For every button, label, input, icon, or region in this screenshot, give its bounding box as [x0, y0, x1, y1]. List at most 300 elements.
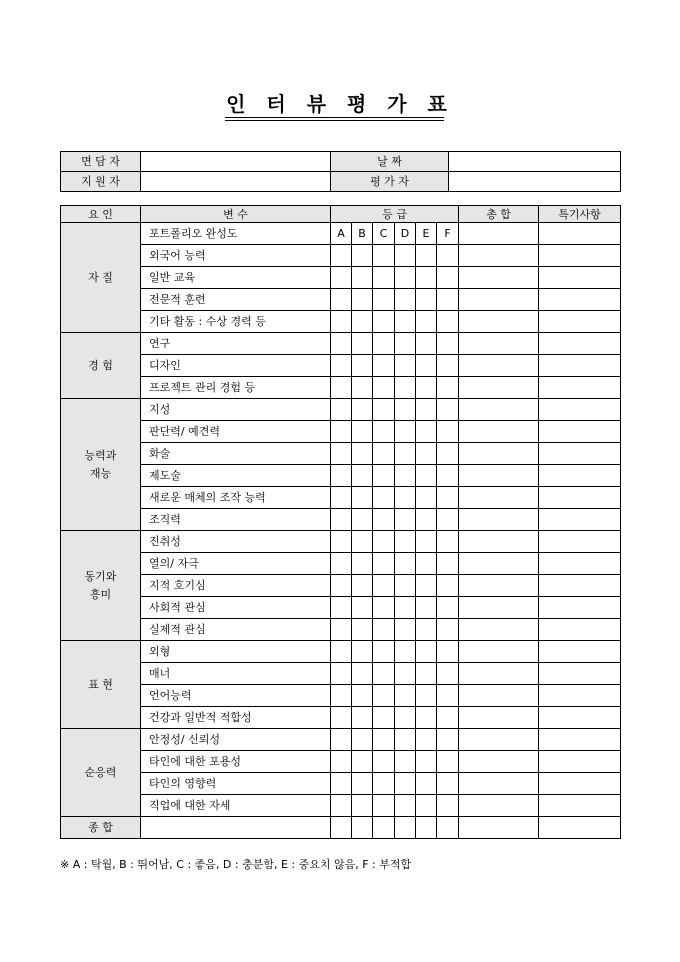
grade-cell[interactable] [437, 267, 459, 289]
title-underline-1 [225, 117, 444, 118]
total-cell[interactable] [459, 685, 539, 707]
grade-cell[interactable] [416, 553, 437, 575]
sum-grade-cell[interactable] [352, 817, 373, 839]
total-cell[interactable] [459, 311, 539, 333]
grade-cell[interactable] [331, 707, 352, 729]
table-row [61, 729, 621, 751]
remarks-cell[interactable] [539, 597, 621, 619]
variable-label: 진취성 [141, 531, 331, 553]
remarks-cell[interactable] [539, 685, 621, 707]
grade-cell[interactable] [416, 399, 437, 421]
grade-cell[interactable] [352, 641, 373, 663]
variable-label: 조직력 [141, 509, 331, 531]
variable-label: 사회적 관심 [141, 597, 331, 619]
remarks-cell[interactable] [539, 663, 621, 685]
sum-label: 종 합 [61, 817, 141, 839]
grade-cell[interactable] [416, 311, 437, 333]
grade-cell[interactable] [352, 355, 373, 377]
total-cell[interactable] [459, 641, 539, 663]
header-factor: 요 인 [61, 206, 141, 223]
remarks-cell[interactable] [539, 707, 621, 729]
total-cell[interactable] [459, 223, 539, 245]
grade-cell[interactable] [352, 663, 373, 685]
grade-cell[interactable] [331, 729, 352, 751]
grade-cell[interactable] [437, 729, 459, 751]
grade-cell[interactable] [395, 619, 416, 641]
sum-row [61, 817, 621, 839]
grade-cell[interactable] [416, 641, 437, 663]
total-cell[interactable] [459, 355, 539, 377]
grade-cell[interactable] [352, 553, 373, 575]
grade-cell[interactable] [331, 575, 352, 597]
grade-cell[interactable] [416, 487, 437, 509]
category-label: 자 질 [61, 223, 141, 333]
table-row [61, 333, 621, 355]
total-cell[interactable] [459, 663, 539, 685]
grade-cell[interactable] [352, 289, 373, 311]
grade-cell[interactable] [395, 267, 416, 289]
grade-cell[interactable] [437, 465, 459, 487]
total-cell[interactable] [459, 773, 539, 795]
remarks-cell[interactable] [539, 641, 621, 663]
grade-cell[interactable] [437, 707, 459, 729]
grade-cell[interactable] [331, 509, 352, 531]
grade-cell[interactable] [373, 311, 395, 333]
table-row [61, 487, 621, 509]
grade-cell[interactable] [331, 597, 352, 619]
variable-label: 직업에 대한 자세 [141, 795, 331, 817]
grade-cell[interactable] [416, 245, 437, 267]
grade-cell[interactable] [416, 355, 437, 377]
remarks-cell[interactable] [539, 355, 621, 377]
grade-cell[interactable] [437, 773, 459, 795]
grade-cell[interactable] [331, 685, 352, 707]
grade-cell[interactable] [373, 267, 395, 289]
grade-cell[interactable] [437, 421, 459, 443]
variable-label: 지성 [141, 399, 331, 421]
total-cell[interactable] [459, 487, 539, 509]
grade-cell[interactable] [331, 377, 352, 399]
grade-cell[interactable] [437, 795, 459, 817]
total-cell[interactable] [459, 245, 539, 267]
grade-cell[interactable] [352, 465, 373, 487]
total-cell[interactable] [459, 465, 539, 487]
table-row [61, 619, 621, 641]
grade-cell[interactable] [437, 311, 459, 333]
grade-cell[interactable] [416, 795, 437, 817]
remarks-cell[interactable] [539, 333, 621, 355]
grade-cell[interactable] [416, 729, 437, 751]
header-remarks: 특기사항 [539, 206, 621, 223]
table-row [61, 553, 621, 575]
grade-cell[interactable] [352, 311, 373, 333]
remarks-cell[interactable] [539, 619, 621, 641]
grade-cell[interactable] [373, 575, 395, 597]
grade-cell[interactable] [395, 289, 416, 311]
grade-cell[interactable] [331, 641, 352, 663]
grade-cell[interactable] [416, 509, 437, 531]
grade-letter-c: C [373, 223, 395, 245]
grade-cell[interactable] [331, 421, 352, 443]
remarks-cell[interactable] [539, 575, 621, 597]
header-total: 총 합 [459, 206, 539, 223]
variable-label: 건강과 일반적 적합성 [141, 707, 331, 729]
variable-label: 타인의 영향력 [141, 773, 331, 795]
grade-cell[interactable] [331, 333, 352, 355]
total-cell[interactable] [459, 421, 539, 443]
grade-cell[interactable] [416, 619, 437, 641]
grade-cell[interactable] [395, 663, 416, 685]
table-row [61, 245, 621, 267]
grade-cell[interactable] [437, 399, 459, 421]
variable-label: 외국어 능력 [141, 245, 331, 267]
category-label: 동기와 흥미 [61, 531, 141, 641]
grade-cell[interactable] [373, 377, 395, 399]
sum-grade-cell[interactable] [331, 817, 352, 839]
grade-cell[interactable] [373, 531, 395, 553]
variable-label: 매너 [141, 663, 331, 685]
grade-cell[interactable] [331, 311, 352, 333]
remarks-cell[interactable] [539, 421, 621, 443]
remarks-cell[interactable] [539, 751, 621, 773]
grade-cell[interactable] [352, 795, 373, 817]
grade-cell[interactable] [416, 663, 437, 685]
remarks-cell[interactable] [539, 443, 621, 465]
total-cell[interactable] [459, 399, 539, 421]
grade-cell[interactable] [331, 465, 352, 487]
grade-cell[interactable] [373, 773, 395, 795]
grade-cell[interactable] [373, 399, 395, 421]
grade-cell[interactable] [437, 377, 459, 399]
grade-cell[interactable] [395, 641, 416, 663]
grade-cell[interactable] [395, 553, 416, 575]
grade-cell[interactable] [416, 267, 437, 289]
sum-variable-cell [141, 817, 331, 839]
table-row [61, 707, 621, 729]
table-row [61, 267, 621, 289]
table-row [61, 465, 621, 487]
grade-cell[interactable] [373, 663, 395, 685]
grade-cell[interactable] [437, 443, 459, 465]
variable-label: 지적 호기심 [141, 575, 331, 597]
variable-label: 언어능력 [141, 685, 331, 707]
grade-cell[interactable] [352, 267, 373, 289]
variable-label: 열의/ 자극 [141, 553, 331, 575]
sum-grade-cell[interactable] [416, 817, 437, 839]
grade-cell[interactable] [416, 333, 437, 355]
grade-cell[interactable] [373, 619, 395, 641]
remarks-cell[interactable] [539, 245, 621, 267]
grade-cell[interactable] [437, 575, 459, 597]
variable-label: 안정성/ 신뢰성 [141, 729, 331, 751]
grade-cell[interactable] [352, 377, 373, 399]
interviewer-field[interactable] [141, 152, 331, 172]
total-cell[interactable] [459, 729, 539, 751]
grade-cell[interactable] [416, 531, 437, 553]
grade-cell[interactable] [331, 795, 352, 817]
grade-cell[interactable] [416, 443, 437, 465]
variable-label: 포트폴리오 완성도 [141, 223, 331, 245]
grade-cell[interactable] [395, 399, 416, 421]
total-cell[interactable] [459, 795, 539, 817]
table-row [61, 311, 621, 333]
grade-footnote: ※ A : 탁월, B : 뛰어남, C : 좋음, D : 충분함, E : 중요치 않음, F : 부적합 [60, 858, 412, 871]
sum-remarks-cell[interactable] [539, 817, 621, 839]
grade-cell[interactable] [331, 355, 352, 377]
variable-label: 외형 [141, 641, 331, 663]
grade-letter-d: D [395, 223, 416, 245]
grade-cell[interactable] [395, 355, 416, 377]
grade-letter-f: F [437, 223, 459, 245]
grade-cell[interactable] [395, 465, 416, 487]
grade-cell[interactable] [352, 597, 373, 619]
applicant-field[interactable] [141, 172, 331, 192]
info-table [60, 151, 621, 192]
date-label: 날 짜 [331, 152, 449, 172]
grade-cell[interactable] [437, 289, 459, 311]
grade-cell[interactable] [373, 685, 395, 707]
grade-cell[interactable] [437, 509, 459, 531]
grade-cell[interactable] [395, 377, 416, 399]
variable-label: 타인에 대한 포용성 [141, 751, 331, 773]
grade-cell[interactable] [373, 465, 395, 487]
total-cell[interactable] [459, 531, 539, 553]
variable-label: 디자인 [141, 355, 331, 377]
remarks-cell[interactable] [539, 465, 621, 487]
grade-cell[interactable] [373, 751, 395, 773]
grade-cell[interactable] [437, 619, 459, 641]
grade-cell[interactable] [416, 707, 437, 729]
grade-cell[interactable] [437, 487, 459, 509]
remarks-cell[interactable] [539, 399, 621, 421]
total-cell[interactable] [459, 377, 539, 399]
table-row [61, 443, 621, 465]
grade-cell[interactable] [331, 443, 352, 465]
grade-cell[interactable] [352, 729, 373, 751]
grade-cell[interactable] [331, 267, 352, 289]
grade-cell[interactable] [373, 245, 395, 267]
total-cell[interactable] [459, 575, 539, 597]
table-row [61, 399, 621, 421]
evaluator-label: 평 가 자 [331, 172, 449, 192]
grade-cell[interactable] [373, 597, 395, 619]
grade-cell[interactable] [437, 531, 459, 553]
remarks-cell[interactable] [539, 311, 621, 333]
grade-cell[interactable] [395, 245, 416, 267]
grade-cell[interactable] [352, 685, 373, 707]
grade-cell[interactable] [352, 245, 373, 267]
total-cell[interactable] [459, 509, 539, 531]
date-field[interactable] [449, 152, 621, 172]
table-row [61, 355, 621, 377]
grade-cell[interactable] [416, 465, 437, 487]
grade-cell[interactable] [416, 575, 437, 597]
total-cell[interactable] [459, 553, 539, 575]
applicant-label: 지 원 자 [61, 172, 141, 192]
table-row [61, 751, 621, 773]
table-row [61, 597, 621, 619]
grade-cell[interactable] [373, 729, 395, 751]
variable-label: 기타 활동 : 수상 경력 등 [141, 311, 331, 333]
remarks-cell[interactable] [539, 553, 621, 575]
remarks-cell[interactable] [539, 223, 621, 245]
evaluator-field[interactable] [449, 172, 621, 192]
grade-cell[interactable] [437, 333, 459, 355]
grade-cell[interactable] [395, 531, 416, 553]
grade-cell[interactable] [437, 641, 459, 663]
remarks-cell[interactable] [539, 377, 621, 399]
sum-grade-cell[interactable] [373, 817, 395, 839]
total-cell[interactable] [459, 619, 539, 641]
grade-cell[interactable] [437, 245, 459, 267]
grade-cell[interactable] [437, 355, 459, 377]
remarks-cell[interactable] [539, 487, 621, 509]
variable-label: 실제적 관심 [141, 619, 331, 641]
grade-cell[interactable] [352, 399, 373, 421]
table-row [61, 795, 621, 817]
variable-label: 프로젝트 관리 경험 등 [141, 377, 331, 399]
grade-cell[interactable] [416, 421, 437, 443]
variable-label: 제도술 [141, 465, 331, 487]
grade-cell[interactable] [416, 685, 437, 707]
grade-cell[interactable] [395, 729, 416, 751]
grade-cell[interactable] [373, 707, 395, 729]
grade-cell[interactable] [416, 289, 437, 311]
grade-cell[interactable] [395, 311, 416, 333]
grade-cell[interactable] [373, 421, 395, 443]
header-variable: 변 수 [141, 206, 331, 223]
variable-label: 새로운 매체의 조작 능력 [141, 487, 331, 509]
grade-cell[interactable] [395, 333, 416, 355]
grade-cell[interactable] [352, 707, 373, 729]
variable-label: 화술 [141, 443, 331, 465]
total-cell[interactable] [459, 289, 539, 311]
variable-label: 일반 교육 [141, 267, 331, 289]
table-row [61, 641, 621, 663]
total-cell[interactable] [459, 707, 539, 729]
grade-cell[interactable] [373, 795, 395, 817]
total-cell[interactable] [459, 751, 539, 773]
total-cell[interactable] [459, 597, 539, 619]
grade-cell[interactable] [416, 377, 437, 399]
sum-grade-cell[interactable] [395, 817, 416, 839]
header-grade: 등 급 [331, 206, 459, 223]
grade-cell[interactable] [331, 487, 352, 509]
remarks-cell[interactable] [539, 289, 621, 311]
table-row [61, 377, 621, 399]
grade-cell[interactable] [437, 597, 459, 619]
grade-cell[interactable] [373, 553, 395, 575]
grade-cell[interactable] [352, 575, 373, 597]
grade-letter-a: A [331, 223, 352, 245]
table-row [61, 509, 621, 531]
variable-label: 판단력/ 예견력 [141, 421, 331, 443]
grade-cell[interactable] [373, 355, 395, 377]
page-title: 인 터 뷰 평 가 표 [226, 92, 454, 116]
variable-label: 연구 [141, 333, 331, 355]
grade-cell[interactable] [331, 619, 352, 641]
grade-cell[interactable] [416, 597, 437, 619]
grade-cell[interactable] [331, 663, 352, 685]
grade-cell[interactable] [373, 509, 395, 531]
grade-cell[interactable] [352, 619, 373, 641]
remarks-cell[interactable] [539, 531, 621, 553]
grade-cell[interactable] [437, 751, 459, 773]
sum-grade-cell[interactable] [437, 817, 459, 839]
grade-cell[interactable] [416, 751, 437, 773]
total-cell[interactable] [459, 333, 539, 355]
grade-cell[interactable] [395, 597, 416, 619]
table-row [61, 663, 621, 685]
grade-cell[interactable] [331, 399, 352, 421]
grade-cell[interactable] [373, 289, 395, 311]
grade-cell[interactable] [331, 751, 352, 773]
remarks-cell[interactable] [539, 773, 621, 795]
grade-cell[interactable] [416, 773, 437, 795]
grade-cell[interactable] [437, 663, 459, 685]
grade-cell[interactable] [395, 685, 416, 707]
grade-cell[interactable] [373, 333, 395, 355]
remarks-cell[interactable] [539, 509, 621, 531]
table-row [61, 685, 621, 707]
total-cell[interactable] [459, 443, 539, 465]
grade-cell[interactable] [352, 531, 373, 553]
grade-cell[interactable] [395, 487, 416, 509]
grade-cell[interactable] [331, 289, 352, 311]
grade-cell[interactable] [331, 773, 352, 795]
grade-cell[interactable] [352, 443, 373, 465]
grade-cell[interactable] [352, 509, 373, 531]
grade-cell[interactable] [331, 531, 352, 553]
grade-cell[interactable] [373, 641, 395, 663]
table-row [61, 421, 621, 443]
remarks-cell[interactable] [539, 267, 621, 289]
grade-cell[interactable] [395, 751, 416, 773]
grade-cell[interactable] [395, 795, 416, 817]
grade-cell[interactable] [395, 773, 416, 795]
grade-cell[interactable] [395, 575, 416, 597]
grade-cell[interactable] [437, 685, 459, 707]
grade-cell[interactable] [331, 553, 352, 575]
grade-cell[interactable] [395, 421, 416, 443]
grade-cell[interactable] [395, 509, 416, 531]
table-row [61, 289, 621, 311]
table-row [61, 575, 621, 597]
grade-cell[interactable] [373, 443, 395, 465]
grade-letter-b: B [352, 223, 373, 245]
total-cell[interactable] [459, 267, 539, 289]
grade-cell[interactable] [352, 773, 373, 795]
table-row [61, 531, 621, 553]
grade-cell[interactable] [395, 707, 416, 729]
grade-cell[interactable] [352, 751, 373, 773]
grade-cell[interactable] [352, 487, 373, 509]
sum-total-cell[interactable] [459, 817, 539, 839]
grade-cell[interactable] [352, 333, 373, 355]
grade-letter-e: E [416, 223, 437, 245]
title-underline-2 [225, 120, 444, 121]
remarks-cell[interactable] [539, 729, 621, 751]
grade-cell[interactable] [395, 443, 416, 465]
remarks-cell[interactable] [539, 795, 621, 817]
grade-cell[interactable] [331, 245, 352, 267]
grade-cell[interactable] [352, 421, 373, 443]
grade-cell[interactable] [437, 553, 459, 575]
category-label: 능력과 재능 [61, 399, 141, 531]
category-label: 순응력 [61, 729, 141, 817]
category-label: 경 험 [61, 333, 141, 399]
grade-cell[interactable] [373, 487, 395, 509]
